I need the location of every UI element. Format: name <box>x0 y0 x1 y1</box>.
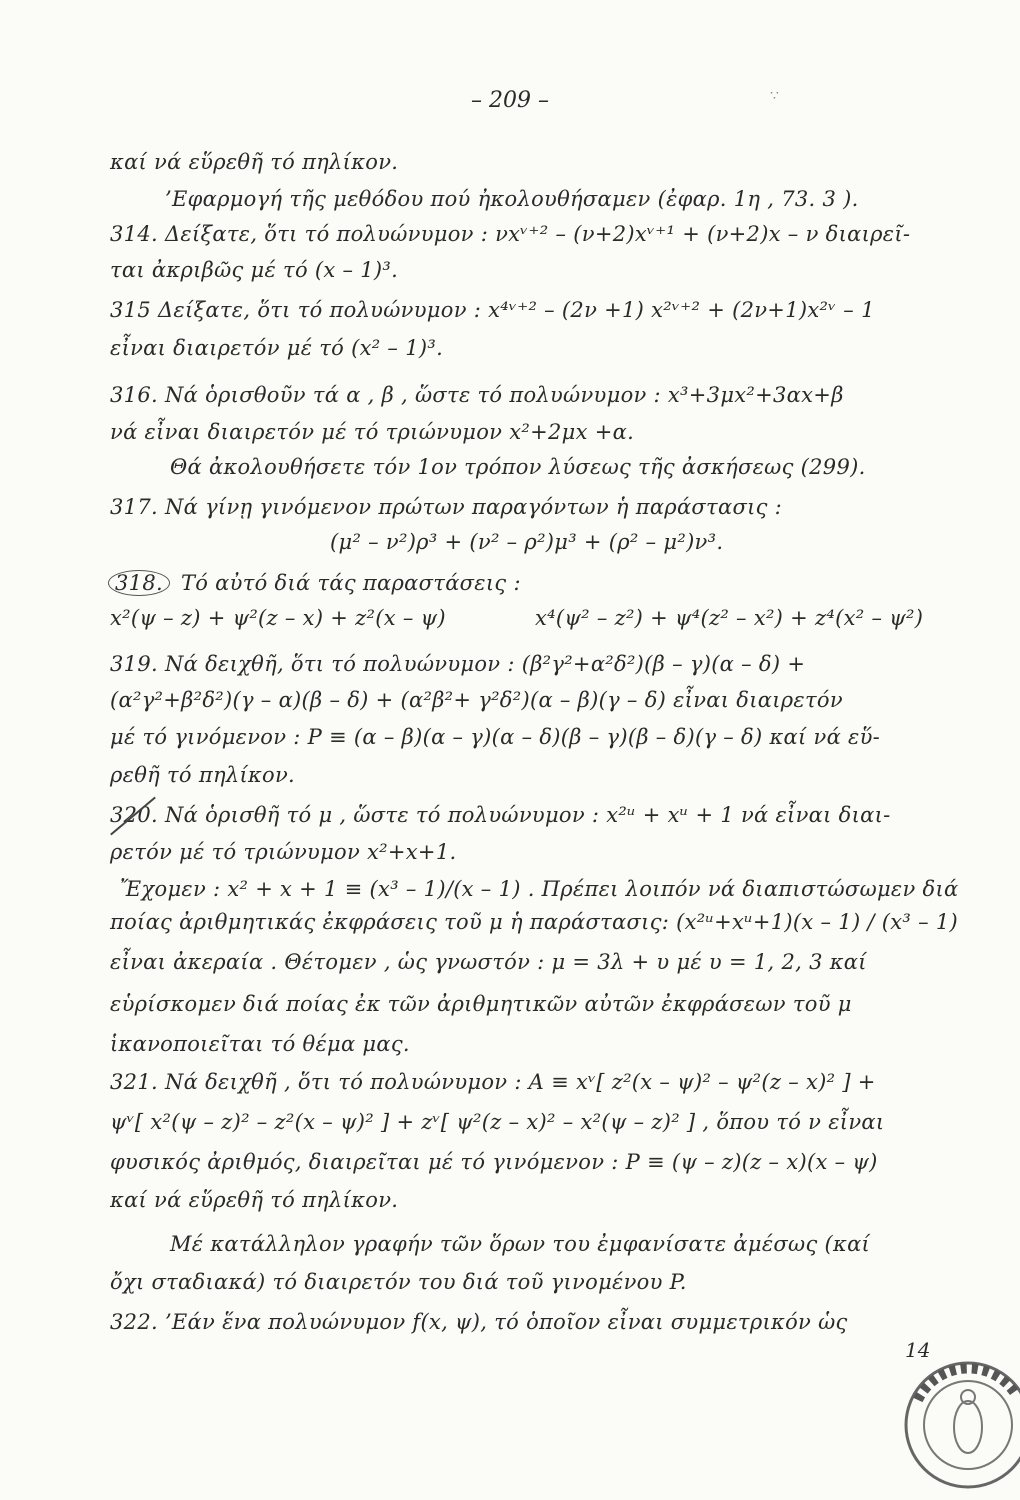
formula-right: x⁴(ψ² – z²) + ψ⁴(z² – x²) + z⁴(x² – ψ²) <box>535 606 924 630</box>
text-line: μέ τό γινόμενον : P ≡ (α – β)(α – γ)(α – δ)(β – γ)(β – δ)(γ – δ) καί νά εὕ- <box>110 725 881 749</box>
text-line: Μέ κατάλληλον γραφήν τῶν ὅρων του ἐμφανίσατε ἀμέσως (καί <box>170 1232 871 1256</box>
exercise-315: 315 Δείξατε, ὅτι τό πολυώνυμον : x⁴ᵛ⁺² – (2ν +1) x²ᵛ⁺² + (2ν+1)x²ᵛ – 1 <box>110 298 875 322</box>
text-line: ’Εφαρμογή τῆς μεθόδου πού ἠκολουθήσαμεν (ἐφαρ. 1η , 73. 3 ). <box>165 187 859 211</box>
text-line: εἶναι ἀκεραία . Θέτομεν , ὡς γνωστόν : μ = 3λ + υ μέ υ = 1, 2, 3 καί <box>110 950 867 974</box>
text-line: ἱκανοποιεῖται τό θέμα μας. <box>110 1032 410 1056</box>
text-line: νά εἶναι διαιρετόν μέ τό τριώνυμον x²+2μx +α. <box>110 420 635 444</box>
page-number: – 209 – <box>471 88 549 113</box>
exercise-317: 317. Νά γίνῃ γινόμενον πρώτων παραγόντων ἡ παράστασις : <box>110 495 783 519</box>
text-line: ται ἀκριβῶς μέ τό (x – 1)³. <box>110 258 399 282</box>
text-line: καί νά εὕρεθῆ τό πηλίκον. <box>110 150 399 174</box>
exercise-319: 319. Νά δειχθῆ, ὅτι τό πολυώνυμον : (β²γ²+α²δ²)(β – γ)(α – δ) + <box>110 652 806 676</box>
exercise-316: 316. Νά ὁρισθοῦν τά α , β , ὥστε τό πολυώνυμον : x³+3μx²+3αx+β <box>110 383 844 407</box>
exercise-320: 320. Νά ὁρισθῆ τό μ , ὥστε τό πολυώνυμον : x²ᵘ + xᵘ + 1 νά εἶναι διαι- <box>110 803 891 827</box>
footer-page-number: 14 <box>905 1338 931 1362</box>
exercise-314: 314. Δείξατε, ὅτι τό πολυώνυμον : νxᵛ⁺² – (ν+2)xᵛ⁺¹ + (ν+2)x – ν διαιρεῖ- <box>110 222 911 246</box>
text-line: ὄχι σταδιακά) τό διαιρετόν του διά τοῦ γινομένου P. <box>110 1270 687 1294</box>
text-line: εἶναι διαιρετόν μέ τό (x² – 1)³. <box>110 336 444 360</box>
text-line: εὑρίσκομεν διά ποίας ἐκ τῶν ἀριθμητικῶν αὐτῶν ἐκφράσεων τοῦ μ <box>110 992 852 1016</box>
text-line: ψᵛ[ x²(ψ – z)² – z²(x – ψ)² ] + zᵛ[ ψ²(z – x)² – x²(ψ – z)² ] , ὅπου τό ν εἶναι <box>110 1110 885 1134</box>
exercise-322: 322. ’Εάν ἕνα πολυώνυμον f(x, ψ), τό ὁποῖον εἶναι συμμετρικόν ὡς <box>110 1310 848 1334</box>
text-line: (α²γ²+β²δ²)(γ – α)(β – δ) + (α²β²+ γ²δ²)(α – β)(γ – δ) εἶναι διαιρετόν <box>110 688 843 712</box>
text-line: ποίας ἀριθμητικάς ἐκφράσεις τοῦ μ ἡ παράστασις: (x²ᵘ+xᵘ+1)(x – 1) / (x³ – 1) <box>110 910 959 934</box>
text-line: Ἔχομεν : x² + x + 1 ≡ (x³ – 1)/(x – 1) . Πρέπει λοιπόν νά διαπιστώσωμεν διά <box>120 877 959 901</box>
text-line: καί νά εὕρεθῆ τό πηλίκον. <box>110 1188 399 1212</box>
text-line: Θά ἀκολουθήσετε τόν 1ον τρόπον λύσεως τῆς ἀσκήσεως (299). <box>170 455 866 479</box>
text-line: φυσικός ἀριθμός, διαιρεῖται μέ τό γινόμενον : P ≡ (ψ – z)(z – x)(x – ψ) <box>110 1150 878 1174</box>
formula-line: (μ² – ν²)ρ³ + (ν² – ρ²)μ³ + (ρ² – μ²)ν³. <box>330 530 724 554</box>
text-line: ρετόν μέ τό τριώνυμον x²+x+1. <box>110 840 457 864</box>
exercise-321: 321. Νά δειχθῆ , ὅτι τό πολυώνυμον : A ≡ xᵛ[ z²(x – ψ)² – ψ²(z – x)² ] + <box>110 1070 876 1094</box>
corner-mark: ∵ <box>770 88 779 104</box>
library-stamp <box>898 1355 1020 1495</box>
text-line: ρεθῆ τό πηλίκον. <box>110 763 296 787</box>
exercise-318: 318. Τό αὐτό διά τάς παραστάσεις : <box>108 570 521 596</box>
formula-left: x²(ψ – z) + ψ²(z – x) + z²(x – ψ) <box>110 606 446 630</box>
